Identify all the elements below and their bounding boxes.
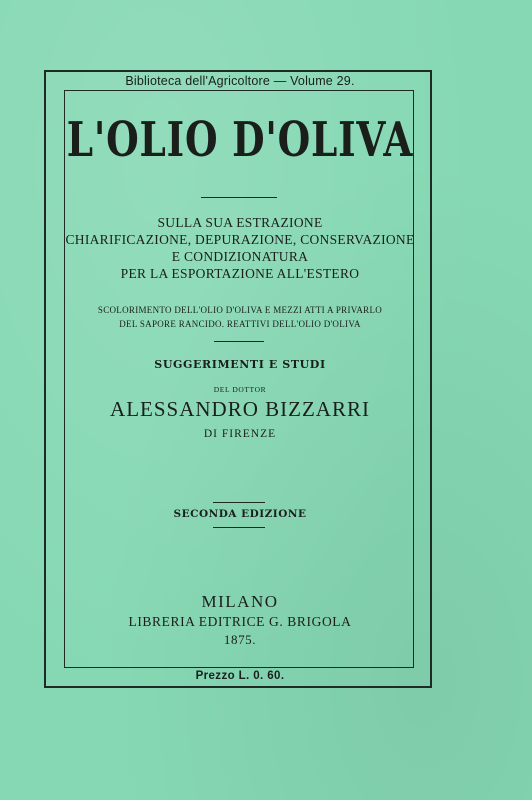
subtitle-block	[0, 214, 480, 282]
publisher-name: LIBRERIA EDITRICE G. BRIGOLA	[128, 614, 352, 629]
author-city: DI FIRENZE	[203, 428, 277, 440]
subtitle-line: E CONDIZIONATURA	[171, 249, 309, 264]
subtitle-line: PER LA ESPORTAZIONE ALL'ESTERO	[120, 266, 360, 281]
by-line: DEL DOTTOR	[213, 385, 267, 394]
subtitle-line: CHIARIFICAZIONE, DEPURAZIONE, CONSERVAZIONE	[65, 232, 415, 247]
edition-bottom-rule	[213, 527, 265, 528]
series-line: Biblioteca dell'Agricoltore — Volume 29.	[125, 74, 355, 88]
book-title: L'OLIO D'OLIVA	[66, 112, 414, 168]
section-rule	[214, 341, 264, 342]
author-name: ALESSANDRO BIZZARRI	[110, 397, 370, 421]
publication-place: MILANO	[201, 592, 279, 611]
edition-label: SECONDA EDIZIONE	[173, 508, 307, 520]
price-label: Prezzo L. 0. 60.	[195, 670, 285, 682]
description-block	[0, 303, 480, 331]
description-line: DEL SAPORE RANCIDO. REATTIVI DELL'OLIO D'OLIVA	[119, 319, 361, 329]
title-rule	[201, 197, 277, 198]
subtitle-line: SULLA SUA ESTRAZIONE	[157, 215, 323, 230]
inner-border-frame	[64, 90, 414, 668]
description-line: SCOLORIMENTO DELL'OLIO D'OLIVA E MEZZI ATTI A PRIVARLO	[97, 305, 383, 315]
suggestions-heading: SUGGERIMENTI E STUDI	[154, 358, 326, 371]
publication-year: 1875.	[223, 632, 257, 647]
edition-top-rule	[213, 502, 265, 503]
